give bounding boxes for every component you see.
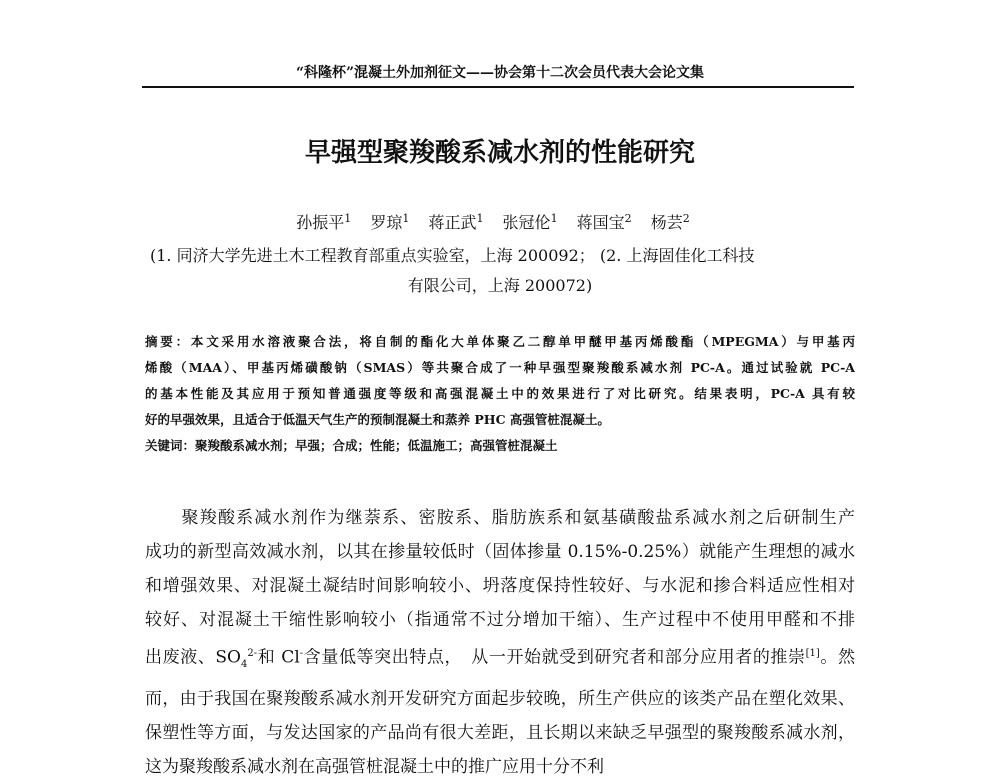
author: 蒋正武 xyxy=(428,213,477,232)
affiliation-mark: 1 xyxy=(476,211,484,225)
keywords: 关键词：聚羧酸系减水剂；早强；合成；性能；低温施工；高强管桩混凝土 xyxy=(145,438,558,453)
author: 张冠伦 xyxy=(502,213,551,232)
author: 孙振平 xyxy=(296,213,345,232)
running-header: “科隆杯”混凝土外加剂征文——协会第十二次会员代表大会论文集 xyxy=(295,65,705,81)
text: 出废液、SO xyxy=(145,647,241,668)
body-text xyxy=(145,501,855,784)
body-line xyxy=(145,637,855,682)
author: 杨芸 xyxy=(650,213,683,232)
affiliation-mark: 1 xyxy=(402,211,410,225)
affiliation-line: 有限公司，上海 200072) xyxy=(407,276,593,295)
body-line: 这为聚羧酸系减水剂在高强管桩混凝土中的推广应用十分不利 xyxy=(145,757,604,778)
abstract-line: 好的早强效果，且适合于低温天气生产的预制混凝土和蒸养 PHC 高强管桩混凝土。 xyxy=(145,412,610,427)
abstract-line: 烯酸（MAA）、甲基丙烯磺酸钠（SMAS）等共聚合成了一种早强型聚羧酸系减水剂 PC-A。通过试验就 PC-A xyxy=(145,360,855,375)
text: 含量低等突出特点， 从一开始就受到研究者和部分应用者的推崇 xyxy=(303,647,806,668)
body-line: 成功的新型高效减水剂，以其在掺量较低时（固体掺量 0.15%-0.25%）就能产生理想的减水 xyxy=(145,542,855,562)
citation: [1] xyxy=(805,648,820,659)
author-list xyxy=(0,210,1000,233)
affiliation-line: (1. 同济大学先进土木工程教育部重点实验室，上海 200092； (2. 上海固佳化工科技 xyxy=(150,246,755,265)
paper-title: 早强型聚羧酸系减水剂的性能研究 xyxy=(304,138,695,168)
text: 。然 xyxy=(819,647,855,668)
author: 罗琼 xyxy=(370,213,403,232)
abstract xyxy=(145,329,855,459)
body-line: 和增强效果、对混凝土凝结时间影响较小、坍落度保持性较好、与水泥和掺合料适应性相对 xyxy=(145,576,855,596)
header-rule xyxy=(142,86,854,88)
affiliation-mark: 2 xyxy=(624,211,632,225)
body-line: 聚羧酸系减水剂作为继萘系、密胺系、脂肪族系和氨基磺酸盐系减水剂之后研制生产 xyxy=(145,508,855,528)
abstract-line: 摘要：本文采用水溶液聚合法，将自制的酯化大单体聚乙二醇单甲醚甲基丙烯酸酯（MPEGMA）与甲基丙 xyxy=(145,334,855,349)
author: 蒋国宝 xyxy=(576,213,625,232)
body-line: 保塑性等方面，与发达国家的产品尚有很大差距，且长期以来缺乏早强型的聚羧酸系减水剂， xyxy=(145,723,855,744)
affiliation-mark: 1 xyxy=(344,211,352,225)
subscript: 4 xyxy=(240,659,248,671)
superscript: 2- xyxy=(247,648,258,659)
affiliation-mark: 2 xyxy=(682,211,690,225)
abstract-line: 的基本性能及其应用于预知普通强度等级和高强混凝土中的效果进行了对比研究。结果表明，PC-A 具有较 xyxy=(145,386,855,401)
body-line: 而，由于我国在聚羧酸系减水剂开发研究方面起步较晚，所生产供应的该类产品在塑化效果、 xyxy=(145,689,855,710)
body-line: 较好、对混凝土干缩性影响较小（指通常不过分增加干缩）、生产过程中不使用甲醛和不排 xyxy=(145,610,855,630)
text: 和 Cl xyxy=(257,647,300,668)
affiliation-mark: 1 xyxy=(550,211,558,225)
superscript: - xyxy=(299,648,304,659)
